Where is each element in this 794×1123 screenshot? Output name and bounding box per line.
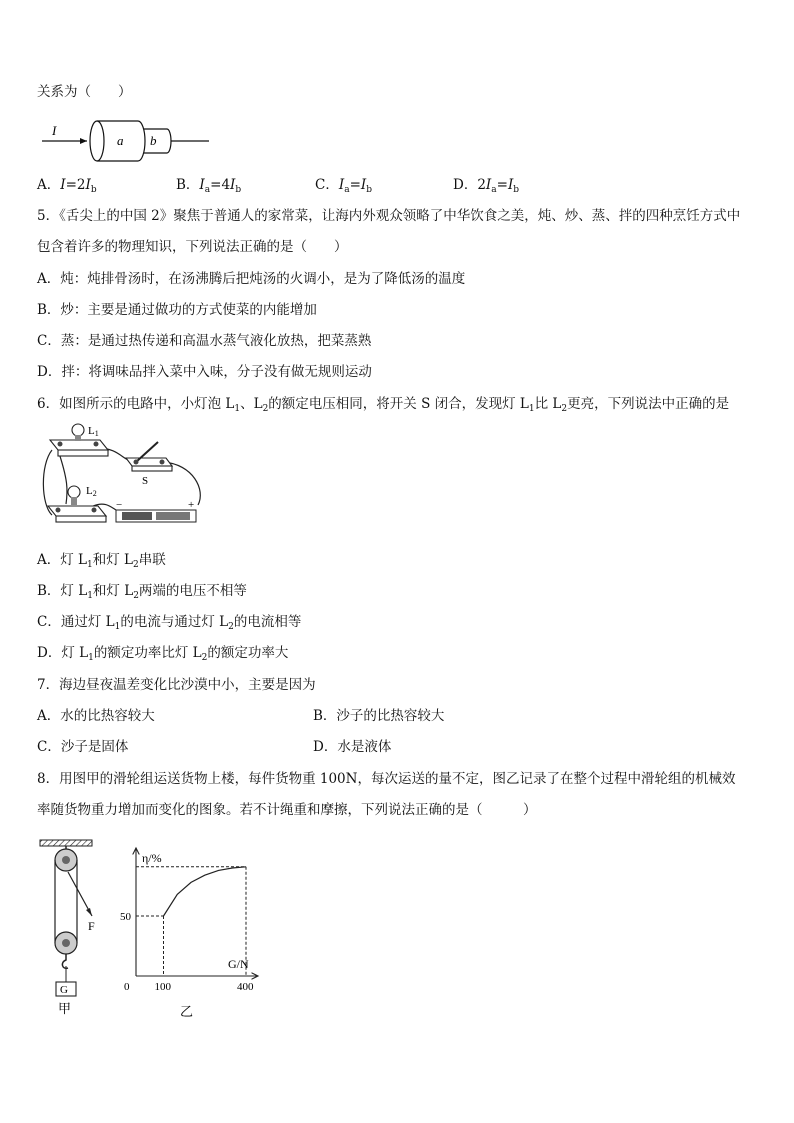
q6-minus-label: − <box>116 499 123 511</box>
q8-efficiency-chart <box>110 840 270 1029</box>
q4-option-b[interactable]: B．$I_a=4I_b$ <box>176 177 242 195</box>
q8-stem-line2: 率随货物重力增加而变化的图象。若不计绳重和摩擦，下列说法正确的是（ ） <box>37 802 537 818</box>
q5-option-a[interactable]: A．炖：炖排骨汤时，在汤沸腾后把炖汤的火调小，是为了降低汤的温度 <box>37 271 466 287</box>
q4-option-a[interactable]: A．$I=2I_b$ <box>37 177 97 195</box>
origin-label: 0 <box>124 981 130 993</box>
q4-current-label: I <box>52 123 57 138</box>
x-axis-label: G/N <box>228 957 249 971</box>
q4-part-b-label: b <box>150 133 157 148</box>
q7-option-d[interactable]: D．水是液体 <box>313 739 392 755</box>
q6-l1-bulb <box>72 424 84 436</box>
y-axis-label: η/% <box>142 851 162 865</box>
q7-stem: 7．海边昼夜温差变化比沙漠中小，主要是因为 <box>37 677 316 693</box>
q4-current-arrow <box>80 138 87 144</box>
q5-option-c[interactable]: C．蒸：是通过热传递和高温水蒸气液化放热，把菜蒸熟 <box>37 333 372 349</box>
q8-caption-jia: 甲 <box>58 1001 72 1016</box>
y-tick-label: 50 <box>120 911 131 923</box>
q6-circuit-figure <box>38 420 213 532</box>
q4-option-d[interactable]: D．$2I_a=I_b$ <box>453 177 520 195</box>
q7-option-c[interactable]: C．沙子是固体 <box>37 739 129 755</box>
q4-stem-tail: 关系为（ ） <box>37 84 132 100</box>
x-tick-label: 400 <box>237 981 254 993</box>
q6-switch-board <box>126 458 172 466</box>
q6-option-a[interactable]: A．灯 $L_1$和灯 $L_2$串联 <box>37 552 166 570</box>
q6-switch-label: S <box>142 475 149 487</box>
q5-option-b[interactable]: B．炒：主要是通过做功的方式使菜的内能增加 <box>37 302 317 318</box>
q4-part-b <box>144 129 171 153</box>
q4-part-a-label: a <box>117 133 124 148</box>
x-tick-label: 100 <box>154 981 171 993</box>
q7-option-a[interactable]: A．水的比热容较大 <box>37 708 155 724</box>
q5-stem-line1: 5．《舌尖上的中国 2》聚焦于普通人的家常菜，让海内外观众领略了中华饮食之美，炖、炒、蒸、拌的四种烹饪方式中 <box>37 208 741 224</box>
q8-force-arrow <box>86 908 92 916</box>
q8-force-label: F <box>88 919 95 933</box>
q8-stem-line1: 8．用图甲的滑轮组运送货物上楼，每件货物重 100N，每次运送的量不定，图乙记录了在整个过程中滑轮组的机械效 <box>37 771 736 787</box>
q6-l2-label: L2 <box>86 485 97 498</box>
efficiency-curve <box>164 867 247 916</box>
q6-option-c[interactable]: C．通过灯 $L_1$的电流与通过灯 $L_2$的电流相等 <box>37 614 302 632</box>
q6-l2-bulb <box>68 486 80 498</box>
q5-option-d[interactable]: D．拌：将调味品拌入菜中入味，分子没有做无规则运动 <box>37 364 372 380</box>
q6-option-b[interactable]: B．灯 $L_1$和灯 $L_2$两端的电压不相等 <box>37 583 247 601</box>
q6-plus-label: + <box>188 499 195 511</box>
q4-conductor-figure <box>37 112 217 172</box>
q6-stem: 6．如图所示的电路中，小灯泡 $L_1$、$L_2$的额定电压相同，将开关 S 闭合，发现灯 $L_1$比 $L_2$更亮，下列说法中正确的是 <box>37 396 730 414</box>
q6-option-d[interactable]: D．灯 $L_1$的额定功率比灯 $L_2$的额定功率大 <box>37 645 289 663</box>
q7-option-b[interactable]: B．沙子的比热容较大 <box>313 708 445 724</box>
q6-l1-label: L1 <box>88 425 99 438</box>
q8-pulley-figure <box>38 838 108 1027</box>
q4-option-c[interactable]: C．$I_a=I_b$ <box>315 177 372 195</box>
q5-stem-line2: 包含着许多的物理知识，下列说法正确的是（ ） <box>37 239 348 255</box>
q8-load-label: G <box>60 984 68 996</box>
q8-caption-yi: 乙 <box>180 1004 194 1019</box>
